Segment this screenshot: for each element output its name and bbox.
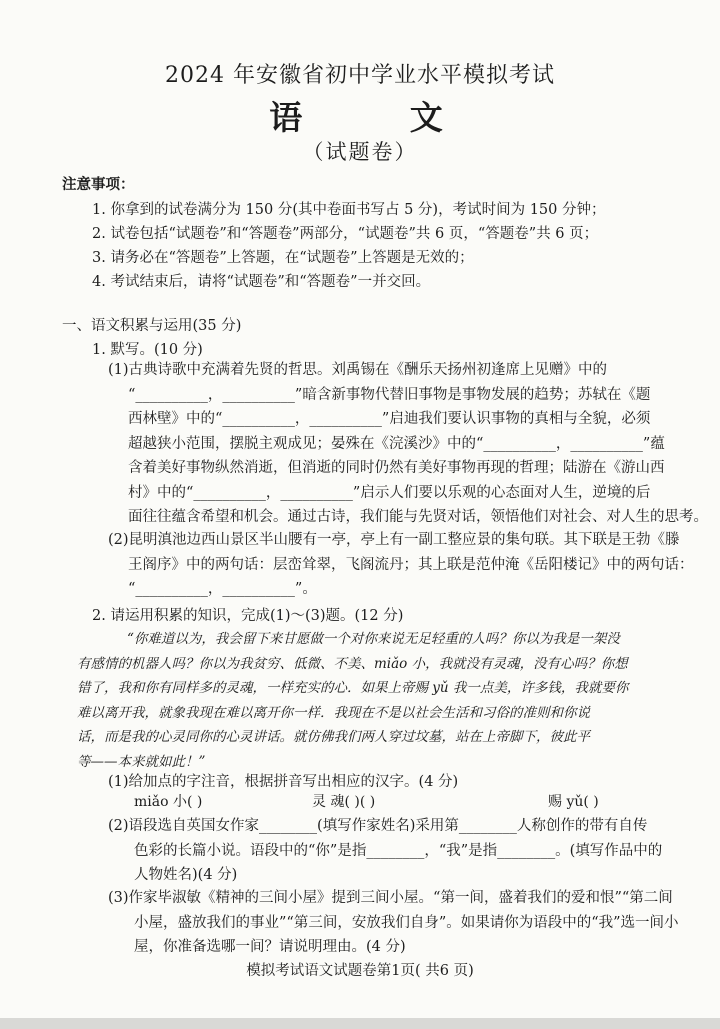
pinyin-item: miǎo 小( )	[134, 794, 203, 810]
text-line: “你难道以为，我会留下来甘愿做一个对你来说无足轻重的人吗？你以为我是一架没	[127, 631, 620, 647]
note-item: 3. 请务必在“答题卷”上答题，在“试题卷”上答题是无效的；	[92, 250, 474, 266]
question-2-title: 2. 请运用积累的知识，完成(1)～(3)题。(12 分)	[92, 608, 404, 624]
text-line: 人物姓名)(4 分)	[134, 867, 238, 883]
question-2-sub-3	[108, 886, 708, 960]
text-line: 超越狭小范围，摆脱主观成见；晏殊在《浣溪沙》中的“__________，__________”蕴	[128, 435, 665, 452]
page-footer: 模拟考试语文试题卷第1页( 共6 页)	[246, 963, 474, 979]
text-line: 含着美好事物纵然消逝，但消逝的同时仍然有美好事物再现的哲理；陆游在《游山西	[128, 460, 665, 476]
text-line: “__________，__________”暗含新事物代替旧事物是事物发展的趋势；苏轼在《题	[128, 386, 651, 403]
paper-type: （试题卷）	[302, 140, 418, 164]
text-line: 面往往蕴含希望和机会。通过古诗，我们能与先贤对话，领悟他们对社会、对人生的思考。	[128, 509, 708, 525]
note-item: 2. 试卷包括“试题卷”和“答题卷”两部分，“试题卷”共 6 页，“答题卷”共 6 页；	[92, 226, 599, 242]
text-line: 屋，你准备选哪一间？请说明理由。(4 分)	[134, 939, 406, 955]
text-line: 难以离开我，就象我现在难以离开你一样．我现在不是以社会生活和习俗的准则和你说	[77, 704, 590, 721]
note-item: 1. 你拿到的试卷满分为 150 分(其中卷面书写占 5 分)，考试时间为 150 分钟；	[92, 202, 606, 218]
text-line: 错了，我和你有同样多的灵魂，一样充实的心．如果上帝赐 yǔ 我一点美，许多钱，我就要你	[77, 680, 629, 696]
text-line: (1)古典诗歌中充满着先贤的哲思。刘禹锡在《酬乐天扬州初逢席上见赠》中的	[108, 362, 608, 378]
text-line: (2)语段选自英国女作家________(填写作家姓名)采用第________人称创作的带有自传	[108, 818, 648, 834]
text-line: (3)作家毕淑敏《精神的三间小屋》提到三间小屋。“第一间，盛着我们的爱和恨”“第二间	[108, 890, 673, 906]
text-line: 王阁序》中的两句话：层峦耸翠，飞阁流丹；其上联是范仲淹《岳阳楼记》中的两句话：	[128, 556, 694, 573]
text-line: 村》中的“__________，__________”启示人们要以乐观的心态面对人生，逆境的后	[128, 484, 651, 501]
text-line: 话，而是我的心灵同你的心灵讲话。就仿佛我们两人穿过坟墓，站在上帝脚下，彼此平	[77, 729, 590, 745]
notes-heading: 注意事项：	[62, 176, 135, 193]
section-heading: 一、语文积累与运用(35 分)	[62, 318, 242, 334]
text-line: 有感情的机器人吗？你以为我贫穷、低微、不美、miǎo 小，我就没有灵魂，没有心吗？你想	[77, 655, 628, 672]
text-line: 色彩的长篇小说。语段中的“你”是指________，“我”是指________。(填写作品中的	[134, 842, 663, 859]
note-item: 4. 考试结束后，请将“试题卷”和“答题卷”一并交回。	[92, 274, 431, 290]
question-2-sub-2	[108, 814, 708, 888]
bottom-edge	[0, 1018, 720, 1029]
text-line: 西林壁》中的“__________，__________”启迪我们要认识事物的真相与全貌，必须	[128, 411, 651, 427]
text-line: “__________，__________”。	[128, 581, 317, 597]
text-line: 等——本来就如此！”	[77, 753, 206, 770]
question-1-part-1	[108, 358, 708, 530]
question-2-passage	[77, 627, 707, 774]
text-line: 小屋，盛放我们的事业”“第三间，安放我们自身”。如果请你为语段中的“我”选一间小	[134, 914, 679, 931]
question-1-title: 1. 默写。(10 分)	[92, 342, 203, 358]
pinyin-item: 赐 yǔ( )	[548, 794, 599, 810]
subject-title: 语 文	[269, 98, 491, 137]
text-line: (2)昆明滇池边西山景区半山腰有一亭，亭上有一副工整应景的集句联。其下联是王勃《滕	[108, 532, 680, 548]
exam-title: 2024 年安徽省初中学业水平模拟考试	[165, 63, 555, 88]
pinyin-item: 灵 魂( )( )	[312, 794, 376, 810]
question-2-sub-1-title: (1)给加点的字注音，根据拼音写出相应的汉字。(4 分)	[108, 774, 459, 790]
question-1-part-2	[108, 528, 708, 602]
